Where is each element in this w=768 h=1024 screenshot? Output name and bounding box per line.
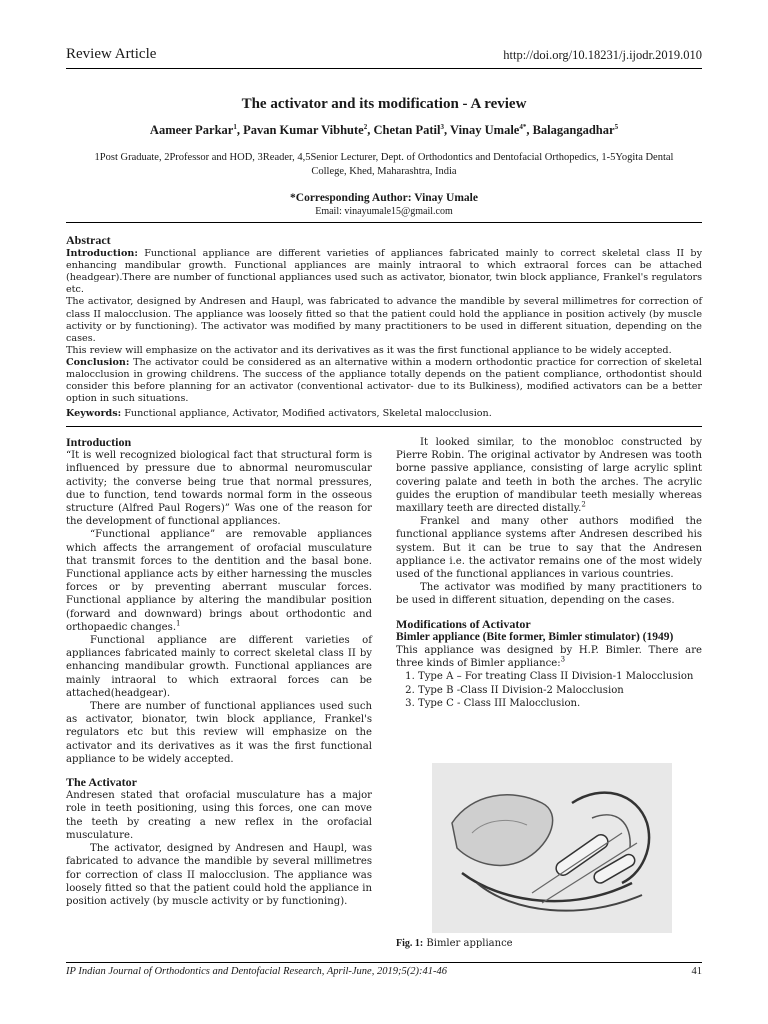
author-name: Aameer Parkar [149, 123, 234, 137]
abstract-paragraph: The activator, designed by Andresen and Haupl, was fabricated to advance the mandible by several millimetres for correction of class II malocclusion. The appliance was loosely fitted so that the patient could hold the appliance in position actively (by muscle activity or by functioning). The activator was modified by many practitioners to be used in different situation, depending on the cases. [66, 296, 702, 344]
appliance-illustration [432, 763, 672, 933]
intro-text: Functional appliance are different varieties of appliances fabricated mainly to correct skeletal class II by enhancing mandibular growth. Functional appliances are mainly intraoral to which extraoral forces can be attached (headgear).There are number of functional appliances used such as activator, bionator, twin block appliance, Frankel's regulators etc. [66, 248, 702, 296]
author-sup: 5 [614, 122, 619, 131]
page-header [66, 46, 702, 69]
author-name: Chetan Patil [373, 123, 441, 137]
body-text: It looked similar, to the monobloc constructed by Pierre Robin. The original activator by Andresen was tooth borne passive appliance, consisting of large acrylic splint covering palate and teeth in both the arches. The acrylic guides the eruption of mandibular teeth mesially whereas maxillary teeth are directed distally. [396, 437, 702, 515]
corresponding-author: *Corresponding Author: Vinay Umale [290, 192, 478, 204]
article-title: The activator and its modification - A review [241, 96, 527, 112]
abstract [66, 234, 702, 405]
figure-caption [396, 938, 513, 949]
type-list [396, 670, 702, 710]
affiliations: 1Post Graduate, 2Professor and HOD, 3Reader, 4,5Senior Lecturer, Dept. of Orthodontics and Dentofacial Orthopedics, 1-5Yogita Dental College, Khed, Maharashtra, India [94, 152, 674, 177]
keywords [66, 408, 702, 419]
bimler-appliance-image [432, 763, 672, 933]
citation: 2 [581, 500, 586, 509]
list-item: 1. Type A – For treating Class II Division-1 Malocclusion [418, 670, 702, 683]
section-heading-activator: The Activator [66, 775, 137, 790]
body-paragraph: Functional appliance are different varieties of appliances fabricated mainly to correct skeletal class II by enhancing mandibular growth. Functional appliances are mainly intraoral to which extraoral forces can be attached(headgear). [66, 635, 372, 699]
author-name: Pavan Kumar Vibhute [243, 123, 364, 137]
author-sup: 2 [363, 122, 368, 131]
author-name: Balagangadhar [532, 123, 615, 137]
list-item: 3. Type C - Class III Malocclusion. [418, 697, 702, 710]
body-paragraph [396, 644, 702, 670]
body-paragraph [66, 528, 372, 634]
author-sup: 1 [233, 122, 237, 131]
keywords-text: Functional appliance, Activator, Modified activators, Skeletal malocclusion. [124, 408, 492, 419]
author-sup: 4* [519, 122, 527, 131]
citation: 3 [560, 655, 566, 664]
divider [66, 222, 702, 223]
conclusion-text: The activator could be considered as an alternative within a modern orthodontic practice for correction of skeletal malocclusion in growing childrens. The success of the appliance totally depends on the patient compliance, orthodontist should consider this before planning for an activator (conventional activator- due to its Bulkiness), modified activators can be a better option in such situations. [66, 356, 702, 405]
citation: 1 [176, 619, 181, 628]
abstract-heading: Abstract [66, 233, 111, 247]
body-paragraph: There are number of functional appliances used such as activator, bionator, twin block appliance, Frankel's regulators etc but this review will emphasize on the activator and its derivatives as it was the first functional appliance to be widely accepted. [66, 701, 372, 765]
conclusion-label: Conclusion: [66, 356, 130, 368]
abstract-conclusion [66, 357, 702, 405]
page-footer [66, 962, 702, 977]
figure-label: Fig. 1: [396, 938, 424, 949]
article-type: Review Article [66, 46, 157, 62]
body-paragraph: The activator, designed by Andresen and Haupl, was fabricated to advance the mandible by several millimetres for correction of class II malocclusion. The appliance was loosely fitted so that the patient could hold the appliance in position actively (by muscle activity or by functioning). [66, 843, 372, 907]
keywords-label: Keywords: [66, 408, 122, 419]
figure-caption-text: Bimler appliance [426, 938, 513, 949]
abstract-paragraph: This review will emphasize on the activator and its derivatives as it was the first functional appliance to be widely accepted. [66, 344, 672, 356]
body-text: This appliance was designed by H.P. Bimler. There are three kinds of Bimler appliance: [396, 645, 702, 670]
body-paragraph: Frankel and many other authors modified the functional appliance systems after Andresen described his system. But it can be true to say that the Andresen appliance i.e. the activator remains one of the most widely used of the functional appliances in various countries. [396, 516, 702, 581]
author-list: Aameer Parkar$^1$, Pavan Kumar Vibhute$^2$, Chetan Patil$^3$, Vinay Umale$^{4*}$, Balagangadhar$^5$ [149, 122, 619, 137]
intro-label: Introduction: [66, 248, 138, 260]
body-paragraph: Andresen stated that orofacial musculature has a major role in teeth positioning, using this forces, one can move the teeth by creating a new reflex in the orofacial musculature. [66, 790, 372, 841]
abstract-intro [66, 248, 702, 296]
left-column [66, 436, 372, 908]
body-paragraph: “It is well recognized biological fact that structural form is influenced by pressure due to abnormal neuromuscular activity; the converse being true that normal pressures, due to function, tend towards normal form in the osseous structure (Alfred Paul Rogers)” Was one of the reason for the development of functional appliances. [66, 450, 372, 528]
page-number: 41 [691, 966, 702, 977]
right-column [396, 436, 702, 710]
doi-link[interactable]: http://doi.org/10.18231/j.ijodr.2019.010 [503, 48, 702, 62]
email[interactable]: Email: vinayumale15@gmail.com [315, 206, 453, 217]
list-item: 2. Type B -Class II Division-2 Malocclusion [418, 684, 702, 697]
section-heading-introduction: Introduction [66, 435, 132, 449]
divider [66, 426, 702, 427]
author-sup: 3 [440, 122, 444, 131]
body-paragraph [396, 436, 702, 515]
section-heading-modifications: Modifications of Activator [396, 616, 531, 631]
body-paragraph: The activator was modified by many practitioners to be used in different situation, depending on the cases. [396, 582, 702, 607]
journal-citation: IP Indian Journal of Orthodontics and Dentofacial Research, April-June, 2019;5(2):41-46 [66, 966, 447, 977]
subheading-bimler: Bimler appliance (Bite former, Bimler stimulator) (1949) [396, 630, 674, 643]
author-name: Vinay Umale [450, 123, 520, 137]
body-text: “Functional appliance” are removable appliances which affects the arrangement of orofacial musculature that transmit forces to the dentition and the basal bone. Functional appliance acts by either harnessing the muscles forces or by preventing aberrant muscular forces. Functional appliance by altering the mandibular position (forward and downward) brings about orthodontic and orthopaedic changes. [66, 529, 372, 633]
